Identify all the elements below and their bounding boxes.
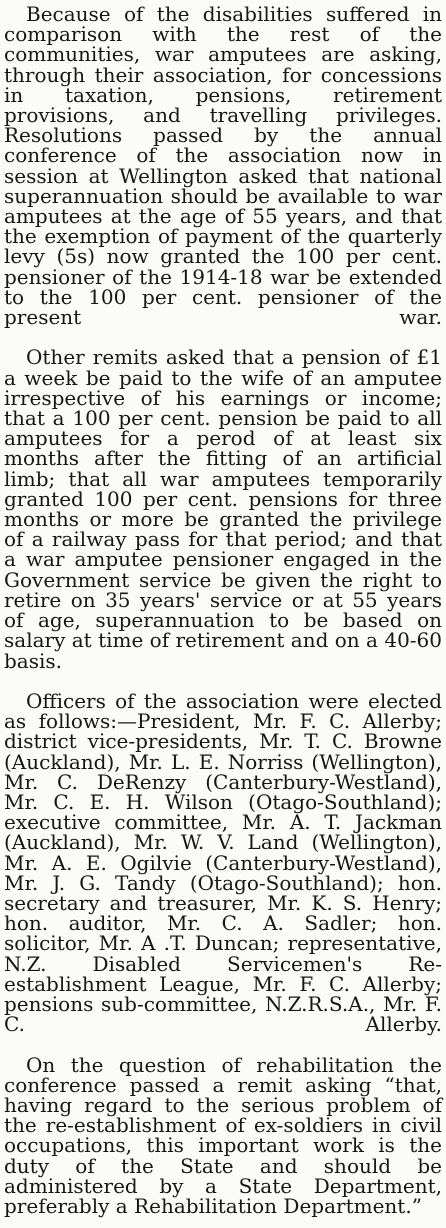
article-column — [4, 4, 442, 1216]
paragraph-rehabilitation: On the question of rehabilitation the conference passed a remit asking “that, having regard to the serious problem of the re-establishment of ex-soldiers in civil occupations, this important work is the duty of the State and should be administered by a State Department, preferably a Rehabilitation Department.” — [4, 1052, 442, 1218]
paragraph-officers: Officers of the association were elected as follows:—President, Mr. F. C. Allerby; district vice-presidents, Mr. T. C. Browne (Auckland), Mr. L. E. Norriss (Wellington), Mr. C. DeRenzy (Canterbury-Westland), Mr. C. E. H. Wilson (Otago-Southland); executive committee, Mr. A. T. Jackman (Auckland), Mr. W. V. Land (Wellington), Mr. A. E. Ogilvie (Canterbury-Westland), Mr. J. G. Tandy (Otago-Southland); hon. secretary and treasurer, Mr. K. S. Henry; hon. auditor, Mr. C. A. Sadler; hon. solicitor, Mr. A .T. Duncan; representative, N.Z. Disabled Servicemen's Re-establishment League, Mr. F. C. Allerby; pensions sub-committee, N.Z.R.S.A., Mr. F. C. Allerby. — [4, 688, 442, 1037]
paragraph-concessions: Because of the disabilities suffered in comparison with the rest of the communities, war amputees are asking, through their association, for concessions in taxation, pensions, retirement provisions, and travelling privileges. Resolutions passed by the annual conference of the association now in session at Wellington asked that national superannuation should be available to war amputees at the age of 55 years, and that the exemption of payment of the quarterly levy (5s) now granted the 100 per cent. pensioner of the 1914-18 war be extended to the 100 per cent. pensioner of the present war. — [4, 2, 442, 330]
paragraph-other-remits: Other remits asked that a pension of £1 a week be paid to the wife of an amputee irrespective of his earnings or income; that a 100 per cent. pension be paid to all amputees for a perod of at least six months after the fitting of an artificial limb; that all war amputees temporarily granted 100 per cent. pensions for three months or more be granted the privilege of a railway pass for that period; and that a war amputee pensioner engaged in the Government service be given the right to retire on 35 years' service or at 55 years of age, superannuation to be based on salary at time of retirement and on a 40-60 basis. — [4, 345, 442, 673]
